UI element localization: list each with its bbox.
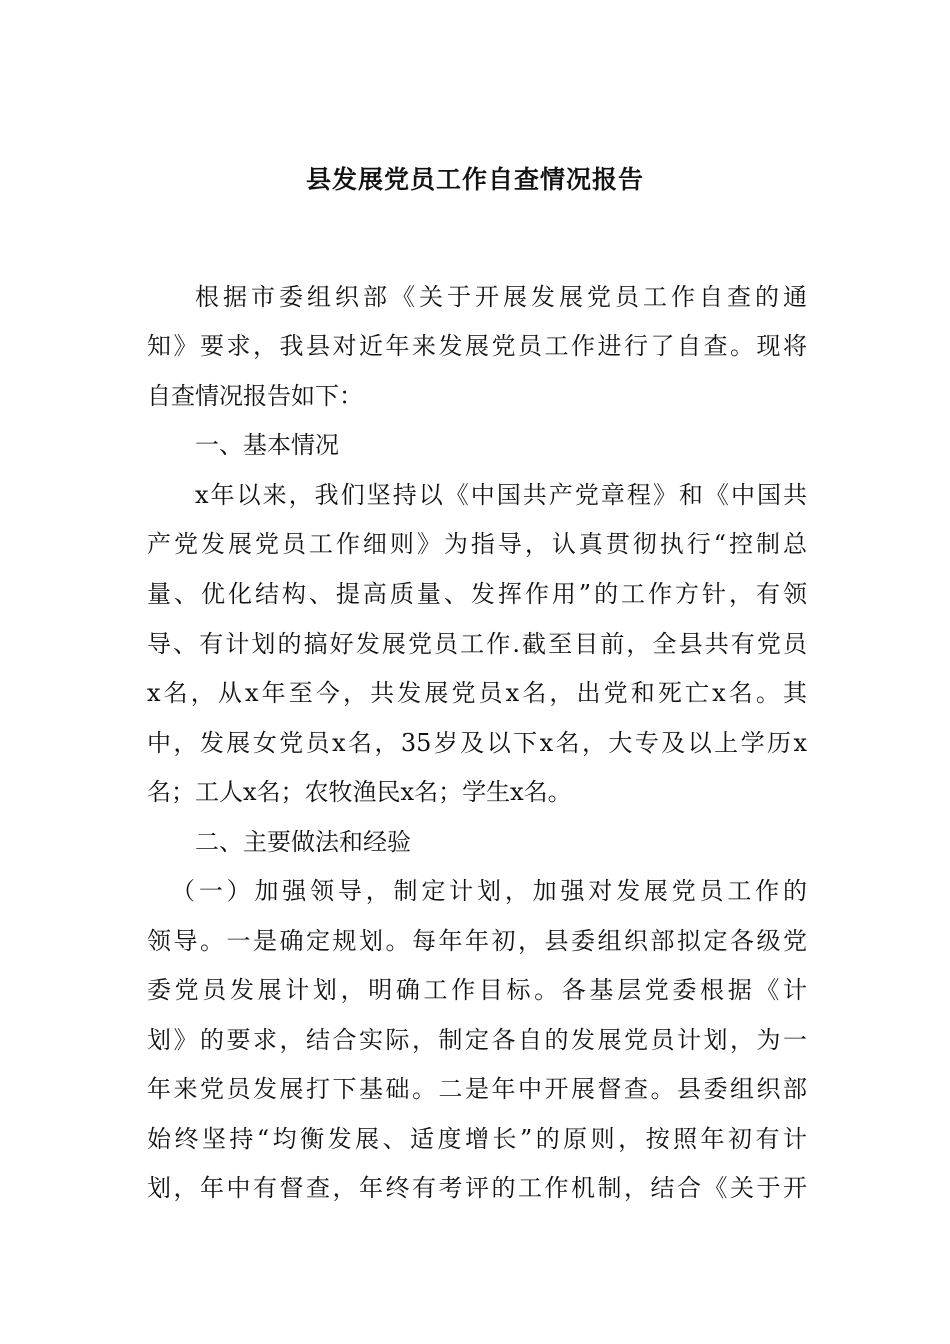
paragraph-line: 年来党员发展打下基础。二是年中开展督查。县委组织部 [147,1075,807,1103]
paragraph-line: 划，年中有督查，年终有考评的工作机制，结合《关于开 [147,1174,807,1202]
paragraph-line: 始终坚持“均衡发展、适度增长”的原则，按照年初有计 [147,1125,807,1153]
paragraph-line: 领导。一是确定规划。每年年初，县委组织部拟定各级党 [147,927,807,955]
paragraph-line: 名；工人x名；农牧渔民x名；学生x名。 [147,778,572,806]
section-heading: 二、主要做法和经验 [195,828,411,856]
paragraph-line: x年以来，我们坚持以《中国共产党章程》和《中国共 [195,481,807,509]
paragraph-line: 导、有计划的搞好发展党员工作.截至目前，全县共有党员 [147,630,807,658]
paragraph-line: 知》要求，我县对近年来发展党员工作进行了自查。现将 [147,332,807,360]
paragraph-line: （一）加强领导，制定计划，加强对发展党员工作的 [171,877,807,905]
paragraph-line: 中，发展女党员x名，35岁及以下x名，大专及以上学历x [147,729,807,757]
document-title: 县发展党员工作自查情况报告 [305,165,644,194]
paragraph-line: 划》的要求，结合实际，制定各自的发展党员计划，为一 [147,1026,807,1054]
paragraph-line: 根据市委组织部《关于开展发展党员工作自查的通 [195,283,807,311]
paragraph-line: 委党员发展计划，明确工作目标。各基层党委根据《计 [147,976,807,1004]
section-heading: 一、基本情况 [195,431,339,459]
paragraph-line: 自查情况报告如下： [147,382,363,410]
paragraph-line: x名，从x年至今，共发展党员x名，出党和死亡x名。其 [147,679,807,707]
paragraph-line: 量、优化结构、提高质量、发挥作用”的工作方针，有领 [147,580,807,608]
paragraph-line: 产党发展党员工作细则》为指导，认真贯彻执行“控制总 [147,530,807,558]
